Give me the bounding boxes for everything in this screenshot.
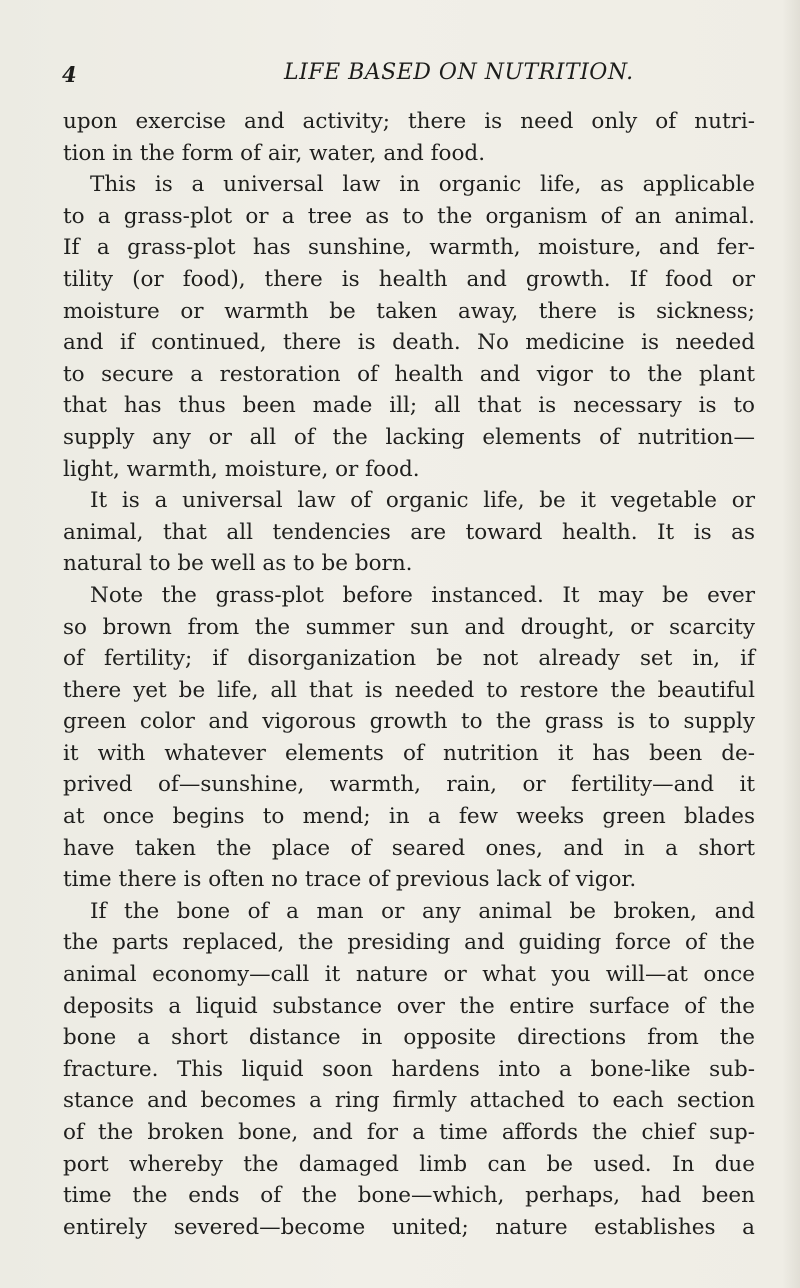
text-line: fracture. This liquid soon hardens into a bone-like sub- xyxy=(63,1056,755,1082)
text-line: prived of—sunshine, warmth, rain, or fertility—and it xyxy=(63,772,755,798)
text-line: deposits a liquid substance over the entire surface of the xyxy=(63,993,755,1019)
text-line: that has thus been made ill; all that is necessary is to xyxy=(63,393,755,419)
text-line: If the bone of a man or any animal be broken, and xyxy=(90,898,755,924)
text-line: natural to be well as to be born. xyxy=(63,551,413,577)
text-line: Note the grass-plot before instanced. It may be ever xyxy=(90,582,755,608)
page-edge-shadow xyxy=(782,0,800,1288)
text-line: entirely severed—become united; nature establishes a xyxy=(63,1214,755,1240)
page-number: 4 xyxy=(62,62,77,87)
text-line: have taken the place of seared ones, and in a short xyxy=(63,835,755,861)
text-line: animal economy—call it nature or what you will—at once xyxy=(63,962,755,988)
page-header xyxy=(0,60,800,94)
text-line: time the ends of the bone—which, perhaps, had been xyxy=(63,1183,755,1209)
text-line: of the broken bone, and for a time affords the chief sup- xyxy=(63,1120,755,1145)
text-line: there yet be life, all that is needed to restore the beautiful xyxy=(63,677,755,703)
text-line: to secure a restoration of health and vigor to the plant xyxy=(63,361,755,387)
text-line: tion in the form of air, water, and food. xyxy=(63,140,486,166)
text-line: at once begins to mend; in a few weeks green blades xyxy=(63,804,755,830)
text-line: it with whatever elements of nutrition it has been de- xyxy=(63,740,755,766)
text-line: port whereby the damaged limb can be used. In due xyxy=(63,1151,755,1177)
text-line: bone a short distance in opposite directions from the xyxy=(63,1025,755,1051)
text-line: upon exercise and activity; there is need only of nutri- xyxy=(63,109,755,134)
text-line: If a grass-plot has sunshine, warmth, moisture, and fer- xyxy=(63,235,755,261)
text-line: green color and vigorous growth to the grass is to supply xyxy=(63,709,755,735)
text-line: so brown from the summer sun and drought, or scarcity xyxy=(63,614,755,640)
text-line: This is a universal law in organic life, as applicable xyxy=(90,172,755,198)
text-line: the parts replaced, the presiding and guiding force of the xyxy=(63,930,755,956)
text-line: light, warmth, moisture, or food. xyxy=(63,456,420,482)
text-line: moisture or warmth be taken away, there is sickness; xyxy=(63,298,755,324)
text-line: and if continued, there is death. No medicine is needed xyxy=(63,330,755,356)
body-text xyxy=(63,106,755,1243)
text-line: of fertility; if disorganization be not already set in, if xyxy=(63,646,755,672)
text-line: It is a universal law of organic life, be it vegetable or xyxy=(90,488,755,514)
text-line: to a grass-plot or a tree as to the organism of an animal. xyxy=(63,203,755,229)
text-line: time there is often no trace of previous lack of vigor. xyxy=(63,867,637,893)
running-title: LIFE BASED ON NUTRITION. xyxy=(284,60,634,85)
text-line: supply any or all of the lacking elements of nutrition— xyxy=(63,424,755,450)
text-line: animal, that all tendencies are toward health. It is as xyxy=(63,519,755,545)
text-line: tility (or food), there is health and growth. If food or xyxy=(63,266,755,292)
text-line: stance and becomes a ring firmly attached to each section xyxy=(63,1088,755,1114)
